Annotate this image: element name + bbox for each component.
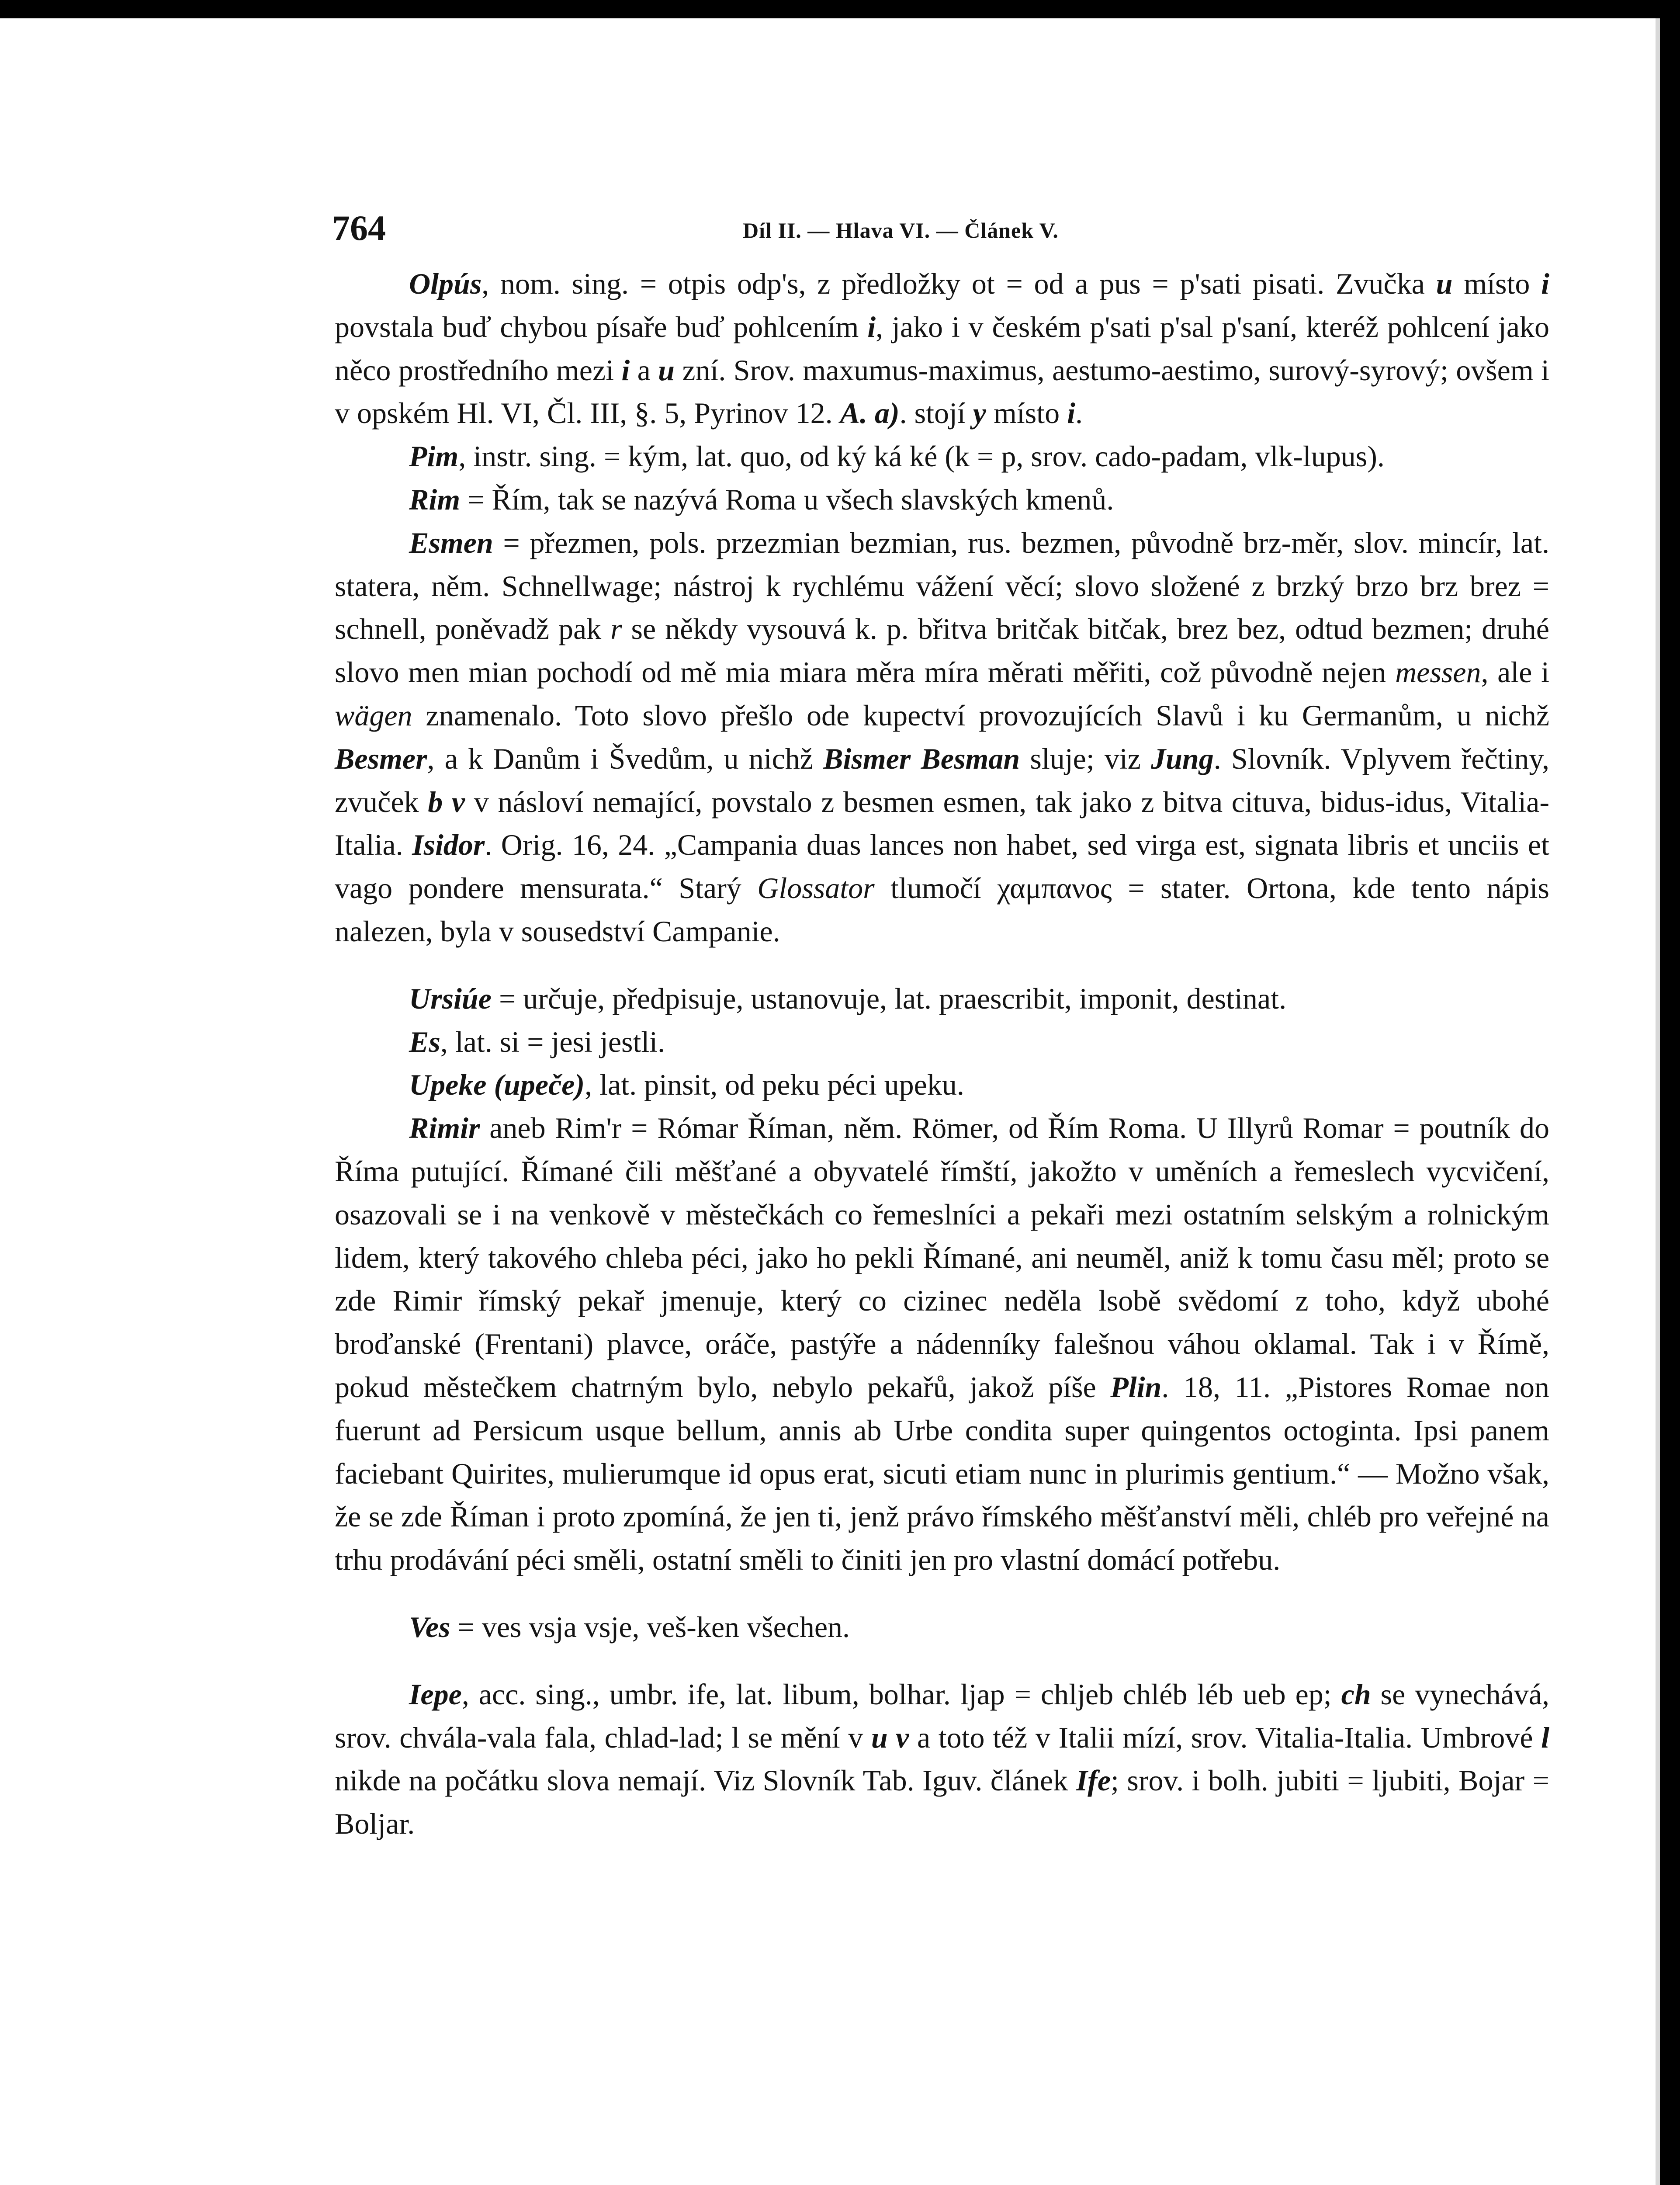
entry-text: u (658, 353, 675, 387)
entry-text: i (1541, 267, 1549, 300)
entry-text: b v (428, 785, 465, 819)
entry-text: y (973, 396, 986, 430)
entry-text: u v (871, 1720, 909, 1754)
dictionary-entry (335, 521, 1549, 953)
entry-text: i (1067, 396, 1075, 430)
entry-text: = určuje, předpisuje, ustanovuje, lat. praescribit, imponit, destinat. (491, 982, 1287, 1015)
entry-text: l (1541, 1720, 1550, 1754)
entry-text: Besmer (335, 742, 427, 775)
entry-text: místo (986, 396, 1067, 430)
paragraph-gap (335, 1649, 1549, 1673)
entry-text: , lat. si = jesi jestli. (440, 1025, 665, 1058)
entry-text: ; srov. i bolh. jubiti = ljubiti, Bojar = Boljar. (335, 1764, 1549, 1841)
entry-headword: Upeke (upeče) (409, 1068, 585, 1102)
entry-text: se vynechává, srov. chvála-vala fala, chlad-lad; l se mění v (335, 1677, 1549, 1754)
entry-headword: Ursiúe (409, 982, 492, 1015)
scan-border-right (1660, 0, 1680, 2185)
entry-text: wägen (335, 698, 412, 732)
entry-text: , acc. sing., umbr. ife, lat. libum, bolhar. ljap = chljeb chléb léb ueb ep; (461, 1677, 1341, 1711)
entry-text: místo (1452, 267, 1541, 300)
entry-text: aneb Rim'r = Rómar Říman, něm. Römer, od Řím Roma. U Illyrů Romar = poutník do Říma putující. Římané čili měšťané a obyvatelé římští, jakožto v uměních a řemeslech vycvičení, osazovali se i na venkově v městečkách co řemeslníci a pekaři mezi ostatním selským a rolnickým lidem, který takového chleba péci, jako ho pekli Římané, ani neuměl, aniž k tomu času měl; proto se zde Rimir římský pekař jmenuje, který co cizinec neděla lsobě svědomí z toho, když ubohé broďanské (Frentani) plavce, oráče, pastýře a nádenníky falešnou váhou oklamal. Tak i v Římě, pokud městečkem chatrným bylo, nebylo pekařů, jakož píše (335, 1111, 1549, 1404)
entry-text: . stojí (899, 396, 973, 430)
entry-text: ch (1341, 1677, 1371, 1711)
dictionary-entry (335, 478, 1549, 521)
entry-headword: Iepe (409, 1677, 462, 1711)
entry-text: Isidor (412, 828, 485, 862)
dictionary-entry (335, 435, 1549, 478)
entry-text: = ves vsja vsje, veš-ken všechen. (450, 1610, 850, 1644)
entry-text: Bismer Besman (823, 742, 1020, 775)
entry-text: . 18, 11. „Pistores Romae non fuerunt ad Persicum usque bellum, annis ab Urbe condita super quingentos octoginta. Ipsi panem faciebant Quirites, mulierumque id opus erat, sicuti etiam nunc in plurimis gentium.“ — Možno však, že se zde Říman i proto zpomíná, že jen ti, jenž právo římského měšťanství měli, chléb pro veřejné na trhu prodávání péci směli, ostatní směli to činiti jen pro vlastní domácí potřebu. (335, 1370, 1549, 1577)
entry-text: = Řím, tak se nazývá Roma u všech slavských kmenů. (460, 482, 1114, 516)
entry-headword: Rim (409, 482, 461, 516)
dictionary-entry (335, 977, 1549, 1020)
entry-text: , a k Danům i Švedům, u nichž (427, 742, 824, 775)
entry-text: v násloví nemající, povstalo z besmen esmen, tak jako z bitva cituva, bidus-idus, Vitalia-Italia. (335, 785, 1549, 862)
entry-text: a (630, 353, 658, 387)
entry-text: znamenalo. Toto slovo přešlo ode kupectví provozujících Slavů i ku Germanům, u nichž (412, 698, 1549, 732)
entry-text: a toto též v Italii mízí, srov. Vitalia-Italia. Umbrové (909, 1720, 1541, 1754)
entry-headword: Pim (409, 440, 459, 473)
page-header (0, 208, 1680, 248)
page-edge-shadow (1656, 18, 1660, 2185)
entry-text: zní. Srov. maxumus-maximus, aestumo-aestimo, surový-syrový; ovšem i v opském Hl. VI, Čl. III, §. 5, Pyrinov 12. (335, 353, 1549, 430)
entry-text: se někdy vysouvá k. p. břitva britčak bitčak, brez bez, odtud bezmen; druhé slovo men mian pochodí od mě mia miara měra míra měrati měřiti, což původně nejen (335, 612, 1549, 689)
entry-text: sluje; viz (1020, 742, 1151, 775)
entry-text: . Slovník. Vplyvem řečtiny, zvuček (335, 742, 1550, 819)
dictionary-entry (335, 1020, 1549, 1064)
dictionary-entry (335, 1673, 1549, 1845)
entry-text: A. a) (840, 396, 900, 430)
entry-text: = přezmen, pols. przezmian bezmian, rus. bezmen, původně brz-měr, slov. mincír, lat. statera, něm. Schnellwage; nástroj k rychlému vážení věcí; slovo složené z brzký brzo brz brez = schnell, poněvadž pak (335, 526, 1549, 646)
page-number: 764 (332, 208, 386, 248)
paragraph-gap (335, 1582, 1549, 1606)
paragraph-gap (335, 953, 1549, 977)
entry-text: , nom. sing. = otpis odp's, z předložky ot = od a pus = p'sati pisati. Zvučka (481, 267, 1436, 300)
entry-text: messen (1395, 656, 1481, 689)
dictionary-entry (335, 1106, 1549, 1582)
entry-text: u (1436, 267, 1453, 300)
dictionary-entry (335, 1606, 1549, 1649)
entry-text: , instr. sing. = kým, lat. quo, od ký ká ké (k = p, srov. cado-padam, vlk-lupus). (458, 440, 1385, 473)
dictionary-entry (335, 262, 1549, 435)
entry-text: i (621, 353, 630, 387)
entry-text: , ale i (1481, 656, 1549, 689)
entry-text: , lat. pinsit, od peku péci upeku. (585, 1068, 964, 1102)
entry-text: . (1075, 396, 1083, 430)
entry-headword: Es (409, 1025, 440, 1058)
entry-text: . Orig. 16, 24. „Campania duas lances non habet, sed virga est, signata libris et unciis et vago pondere mensurata.“ Starý (335, 828, 1549, 905)
entry-text: Glossator (757, 871, 875, 905)
scan-border-top (0, 0, 1680, 18)
entry-headword: Esmen (409, 526, 493, 559)
entry-text: i (867, 310, 876, 343)
running-head: Díl II. — Hlava VI. — Článek V. (743, 218, 1059, 243)
dictionary-entry (335, 1063, 1549, 1106)
entry-text: r (610, 612, 622, 646)
entry-text: povstala buď chybou písaře buď pohlcením (335, 310, 868, 343)
entry-text: Ife (1076, 1764, 1111, 1797)
entry-headword: Ves (409, 1610, 450, 1644)
entry-headword: Rimir (409, 1111, 480, 1145)
entry-headword: Olpús (409, 267, 482, 300)
entry-text: , jako i v českém p'sati p'sal p'saní, kteréž pohlcení jako něco prostředního mezi (335, 310, 1549, 387)
page-body (335, 262, 1549, 1845)
entry-text: Plin (1110, 1370, 1162, 1404)
entry-text: Jung (1151, 742, 1214, 775)
entry-text: tlumočí χαμπανος = stater. Ortona, kde tento nápis nalezen, byla v sousedství Campanie. (335, 871, 1549, 948)
entry-text: nikde na počátku slova nemají. Viz Slovník Tab. Iguv. článek (335, 1764, 1076, 1797)
